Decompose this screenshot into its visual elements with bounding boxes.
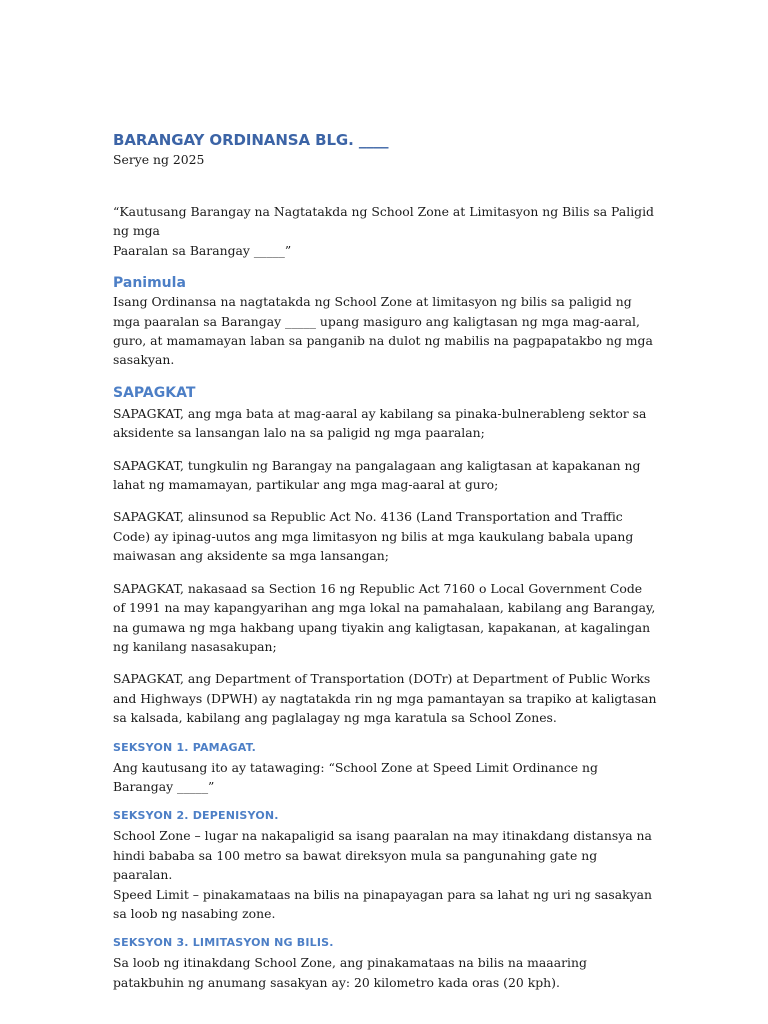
section-text: Ang kautusang ito ay tatawaging: “School Zone at Speed Limit Ordinance ng Barangay _____” [113,759,598,794]
document-page [113,122,658,992]
ordinance-title [113,202,658,260]
ordinance-title-line: Paaralan sa Barangay _____” [113,242,292,258]
preamble-text: Isang Ordinansa na nagtatakda ng School Zone at limitasyon ng bilis sa paligid ng mga paaralan sa Barangay _____ upang masiguro ang kaligtasan ng mga mag-aaral, guro, at mamamayan laban sa panganib na dulot ng mabilis na pagpapatakbo ng mga sasakyan. [113,294,653,368]
section-heading: SEKSYON 1. PAMAGAT. [113,740,257,754]
definition-school-zone: School Zone – lugar na nakapaligid sa isang paaralan na may itinakdang distansya na hindi bababa sa 100 metro sa bawat direksyon mula sa pangunahing gate ng paaralan. [113,828,652,883]
section-heading: SEKSYON 3. LIMITASYON NG BILIS. [113,936,334,950]
section-heading: SEKSYON 2. DEPENISYON. [113,809,279,823]
whereas-clause: SAPAGKAT, tungkulin ng Barangay na pangalagaan ang kaligtasan at kapakanan ng lahat ng mamamayan, partikular ang mga mag-aaral at guro; [113,457,641,493]
document-title: BARANGAY ORDINANSA BLG. ____ [113,131,389,149]
series-line: Serye ng 2025 [113,152,205,167]
section-1 [113,740,658,797]
ordinance-title-line: “Kautusang Barangay na Nagtatakda ng School Zone at Limitasyon ng Bilis sa Paligid ng mga [113,204,654,239]
whereas-list [113,404,658,728]
whereas-heading: SAPAGKAT [113,384,196,401]
definition-speed-limit: Speed Limit – pinakamataas na bilis na pinapayagan para sa lahat ng uri ng sasakyan sa loob ng nasabing zone. [113,886,652,921]
whereas-clause: SAPAGKAT, ang mga bata at mag-aaral ay kabilang sa pinaka-bulnerableng sektor sa aksidente sa lansangan lalo na sa paligid ng mga paaralan; [113,405,647,441]
whereas-clause: SAPAGKAT, ang Department of Transportation (DOTr) at Department of Public Works and Highways (DPWH) ay nagtatakda rin ng mga pamantayan sa trapiko at kaligtasan sa kalsada, kabilang ang paglalagay ng mga karatula sa School Zones. [113,671,657,726]
preamble-heading: Panimula [113,275,186,292]
whereas-clause: SAPAGKAT, alinsunod sa Republic Act No. 4136 (Land Transportation and Traffic Code) ay ipinag-uutos ang mga limitasyon ng bilis at mga kaukulang babala upang maiwasan ang aksidente sa mga lansangan; [113,509,634,564]
section-2 [113,808,658,923]
section-3 [113,935,658,992]
section-text: Sa loob ng itinakdang School Zone, ang pinakamataas na bilis na maaaring patakbuhin ng anumang sasakyan ay: 20 kilometro kada oras (20 kph). [113,955,587,990]
whereas-clause: SAPAGKAT, nakasaad sa Section 16 ng Republic Act 7160 o Local Government Code of 1991 na may kapangyarihan ang mga lokal na pamahalaan, kabilang ang Barangay, na gumawa ng mga hakbang upang tiyakin ang kaligtasan, kapakanan, at kagalingan ng kanilang nasasakupan; [113,580,656,654]
